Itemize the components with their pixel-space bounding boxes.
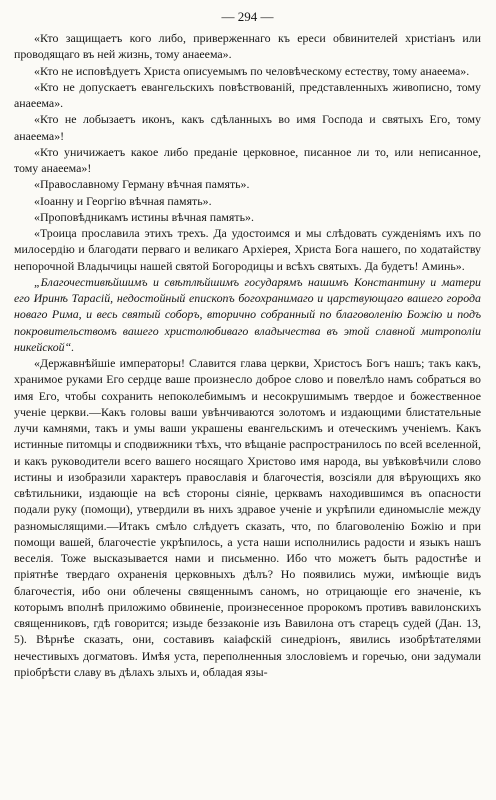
paragraph: «Кто защищаетъ кого либо, приверженнаго къ ереси обвинителей христiанъ или проводящаго въ ней жизнь, тому анаеема». [14, 31, 481, 62]
paragraph: «Проповѣдникамъ истины вѣчная память». [34, 209, 254, 224]
paragraph: «Троица прославила этихъ трехъ. Да удостоимся и мы слѣдовать сужденiямъ ихъ по милосердiю и благодати перваго и великаго Архiерея, Христа Бога нашего, по ходатайству непорочной Владычицы нашей святой Богородицы и всѣхъ святыхъ. Да будетъ! Аминь». [14, 226, 481, 273]
body-text [14, 30, 481, 680]
paragraph: «Iоанну и Георгiю вѣчная память». [34, 193, 212, 208]
page-number: — 294 — [221, 9, 274, 24]
paragraph: «Кто не исповѣдуетъ Христа описуемымъ по человѣческому естеству, тому анаеема». [34, 63, 470, 78]
paragraph: «Державнѣйшiе императоры! Славится глава церкви, Христосъ Богъ нашъ; такъ какъ, хранимое руками Его сердце ваше произнесло доброе слово и повелѣло намъ собраться во имя Его, чтобы сохранить непоколебимымъ и несокрушимымъ твердое и божественное ученiе церкви.—Какъ головы ваши увѣнчиваются золотомъ и издающими блистательные лучи камнями, такъ и умы ваши украшены евангельскимъ и отеческимъ ученiемъ. Какъ истинные питомцы и сподвижники тѣхъ, что вѣщанiе распространилось по всей вселенной, и какъ руководители всего вашего носящаго Христово имя народа, вы увѣковѣчили слово истины и изобразили характеръ православiя и благочестiя, возсiяли для вѣрующихъ яко свѣтильники, издающiе на всѣ стороны сiянiе, церквамъ находившимся въ опасности подали руку (помощи), утвердили въ нихъ здравое ученiе и укрѣпили единомыслiе между разномыслящими.—Итакъ смѣло слѣдуетъ сказать, что, по благоволенiю Божiю и при помощи вашей, благочестiе укрѣпилось, а уста наши исполнились радости и языкъ нашъ веселiя. Тоже высказывается нами и письменно. Ибо что можетъ быть радостнѣе и прiятнѣе твердаго охраненiя церковныхъ дѣлъ? Но появились мужи, имѣющiе видъ благочестiя, ибо они облечены священнымъ саномъ, но отрицающiе его значенiе, къ которымъ вполнѣ приложимо обвиненiе, произнесенное пророкомъ противъ вавилонскихъ священниковъ, гдѣ говорится; изыде беззаконiе изъ Вавилона отъ старецъ судей (Дан. 13, 5). Вѣрнѣе сказать, они, составивъ каiафскiй синедрiонъ, явились изобрѣтателями нечестивыхъ догматовъ. Имѣя уста, переполненныя злословiемъ и горечью, они задумали прiобрѣсти славу въ дѣлахъ злыхъ и, обладая язы- [14, 356, 481, 679]
paragraph: «Кто уничижаетъ какое либо преданiе церковное, писанное ли то, или неписанное, тому анаеема»! [14, 144, 481, 175]
paragraph: «Кто не допускаетъ евангельскихъ повѣствованiй, представленныхъ живописно, тому анаеема». [14, 79, 481, 110]
paragraph: „Благочестивѣйшимъ и свѣтлѣйшимъ государямъ нашимъ Константину и матери его Иринѣ Тарасiй, недостойный епископъ богохранимаго и царствующаго вашего города новаго Рима, и весь святый соборъ, вторично собранный по благоволенiю Божiю и подъ покровительствомъ вашего христолюбиваго владычества въ этой славной митрополiи никейской“. [14, 274, 481, 354]
paragraph: «Кто не лобызаетъ иконъ, какъ сдѣланныхъ во имя Господа и святыхъ Его, тому анаеема»! [14, 112, 481, 143]
paragraph: «Православному Герману вѣчная память». [34, 177, 250, 192]
